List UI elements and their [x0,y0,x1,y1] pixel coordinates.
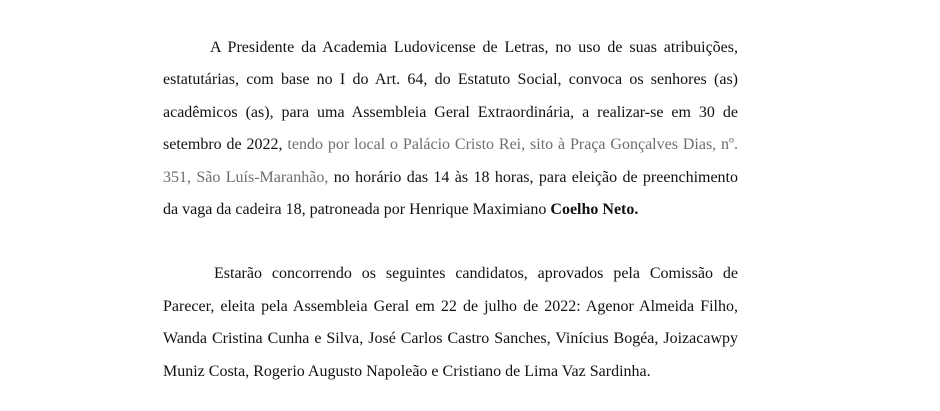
seat-text: da vaga da cadeira 18, patroneada por Henrique Maximiano [163,200,547,218]
schedule-text: no horário das 14 às 18 horas, para eleição de preenchimento [333,168,739,186]
paragraph-line: Parecer, eleita pela Assembleia Geral em 22 de julho de 2022: Agenor Almeida Filho, [163,297,738,315]
paragraph-line [163,129,738,161]
paragraph-line [163,194,738,226]
paragraph-line [163,162,738,194]
paragraph-line: Estarão concorrendo os seguintes candidatos, aprovados pela Comissão de [214,265,738,283]
candidates-paragraph [163,258,738,388]
paragraph-line: estatutárias, com base no I do Art. 64, do Estatuto Social, convoca os senhores (as) [163,71,738,89]
document-body [163,32,738,388]
paragraph-spacer [163,226,738,258]
paragraph-line: Wanda Cristina Cunha e Silva, José Carlos Castro Sanches, Vinícius Bogéa, Joizacawpy [163,330,738,348]
location-text-continued: 351, São Luís-Maranhão, [163,168,329,186]
paragraph-line: A Presidente da Academia Ludovicense de Letras, no uso de suas atribuições, [210,39,738,56]
paragraph-line: Muniz Costa, Rogerio Augusto Napoleão e Cristiano de Lima Vaz Sardinha. [163,362,651,380]
location-text: tendo por local o Palácio Cristo Rei, sito à Praça Gonçalves Dias, nº. [287,136,739,154]
convocation-paragraph [163,32,738,226]
patron-name: Coelho Neto. [550,200,639,218]
date-text: setembro de 2022, [163,136,283,154]
paragraph-line: acadêmicos (as), para uma Assembleia Geral Extraordinária, a realizar-se em 30 de [163,103,738,121]
